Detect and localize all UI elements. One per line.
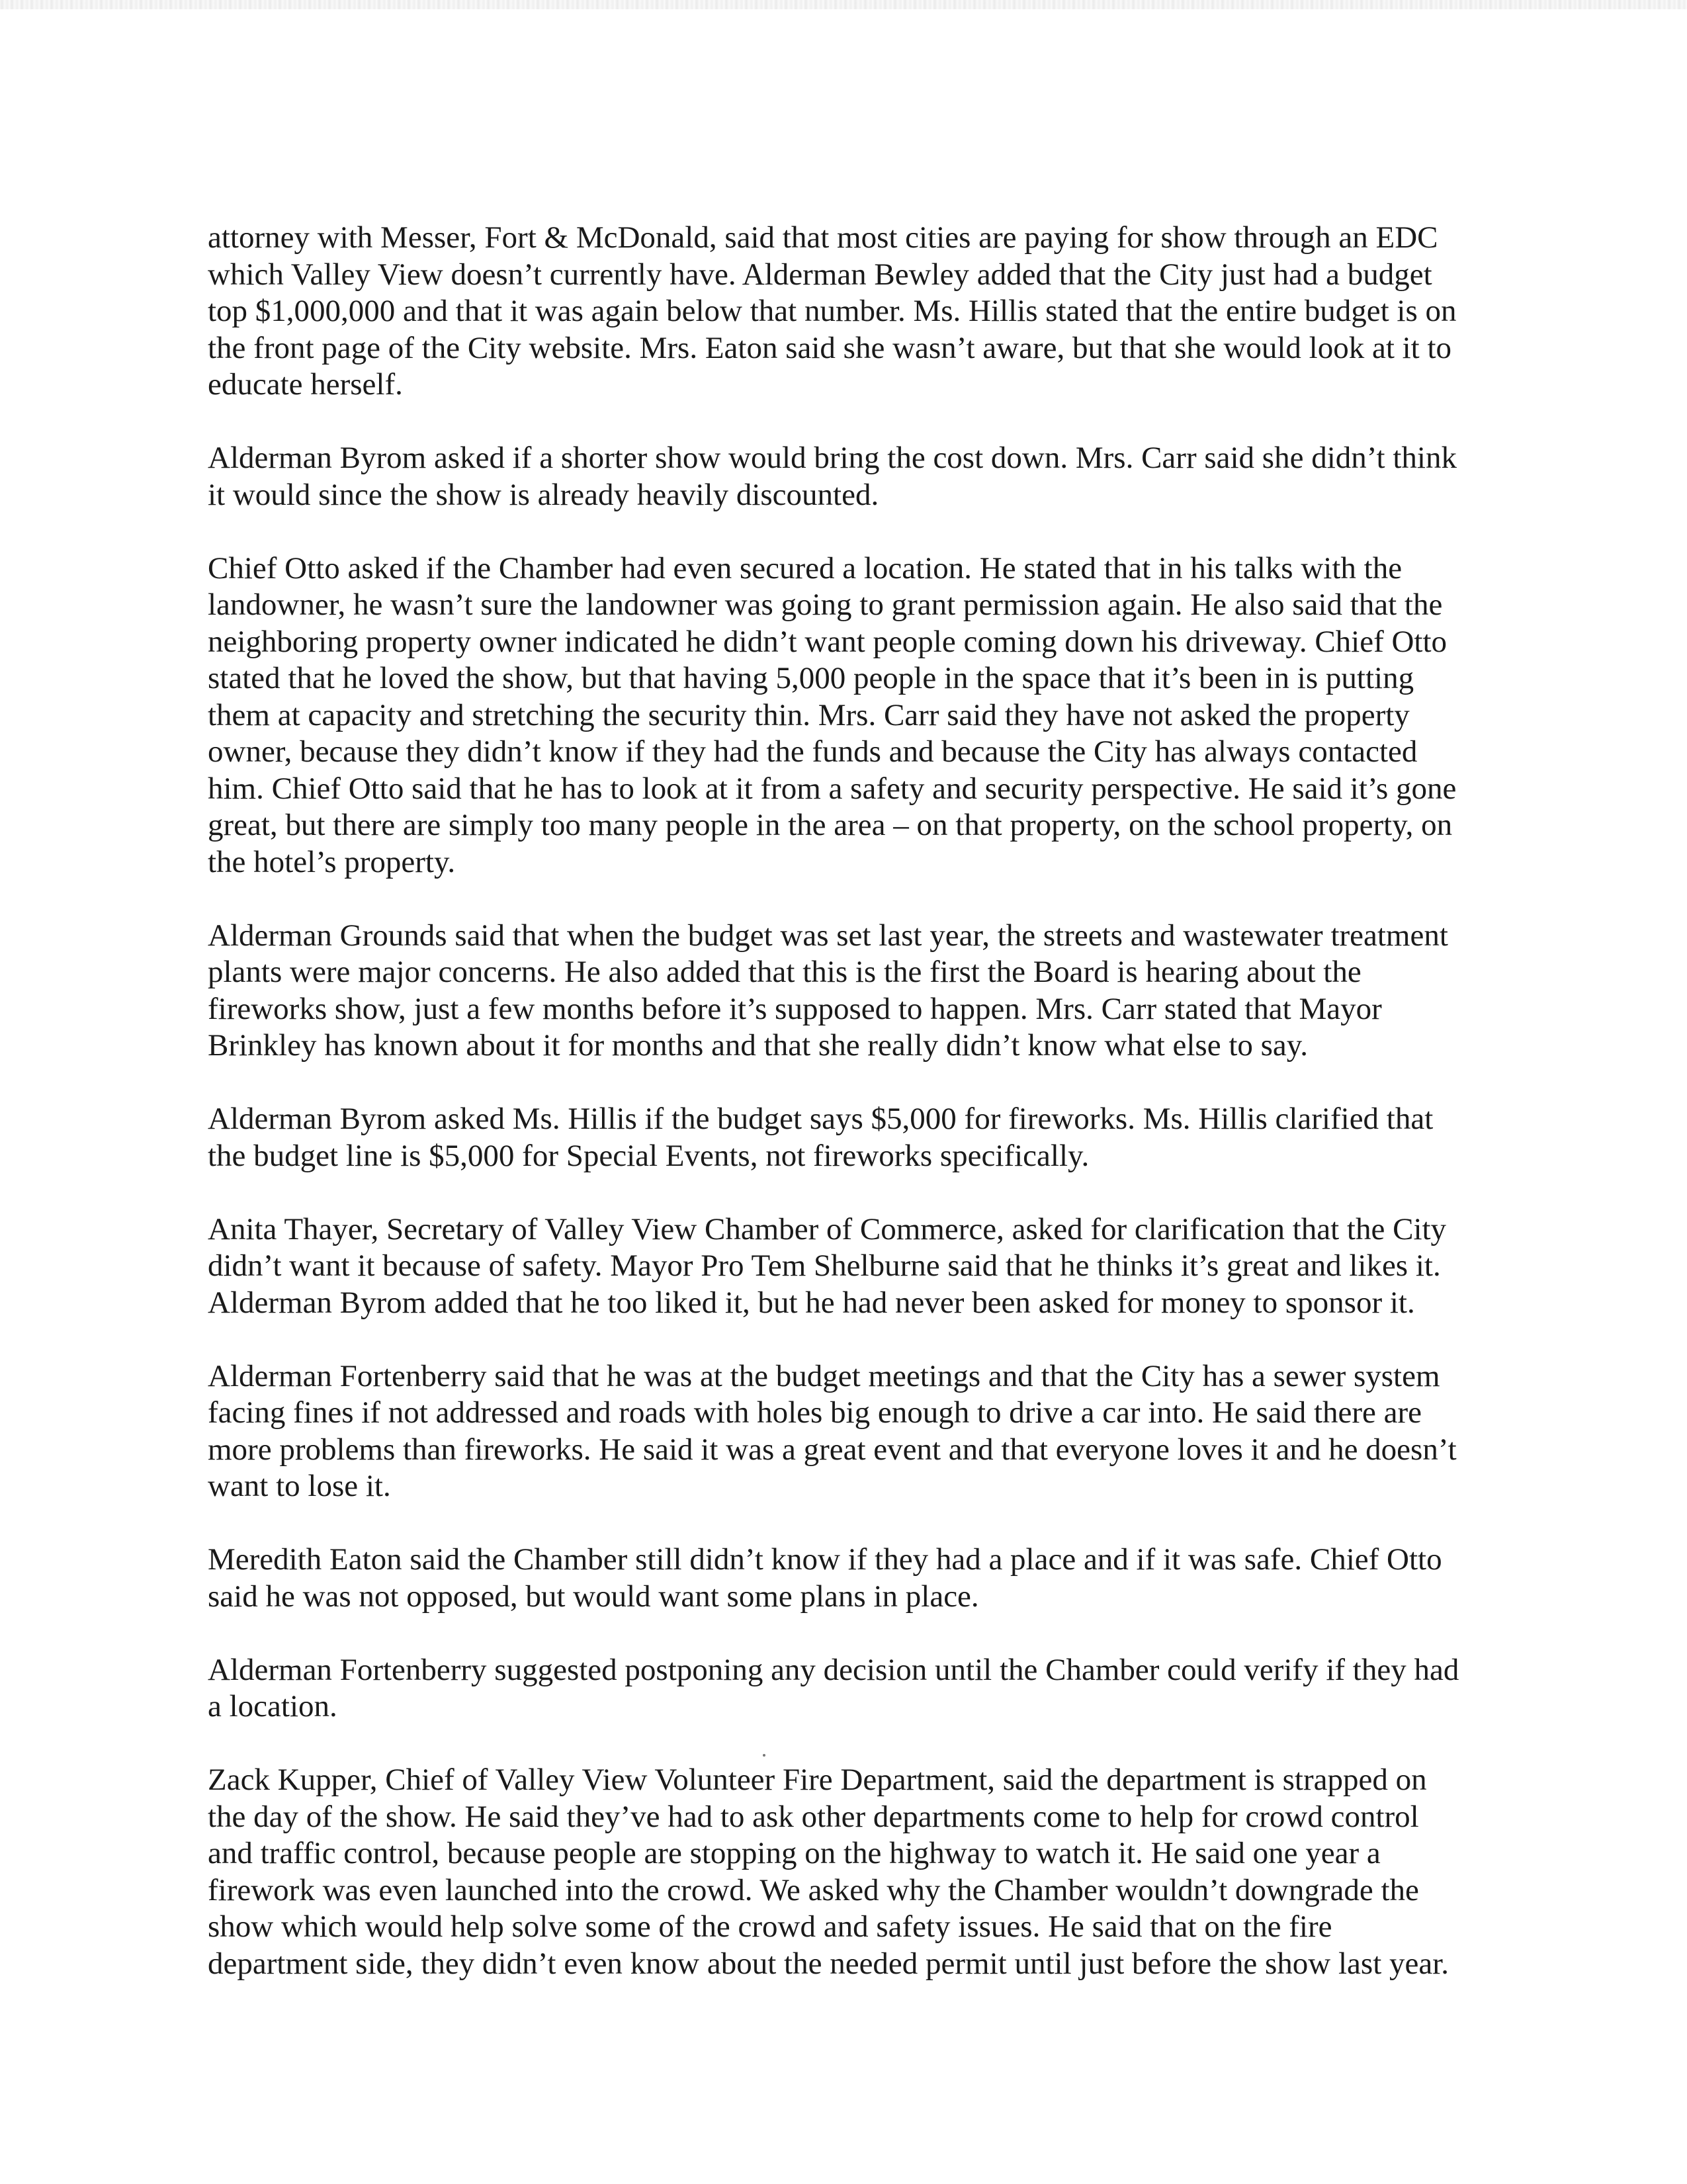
text-line: show which would help solve some of the crowd and safety issues. He said that on the fire [208,1909,1332,1944]
text-line: Meredith Eaton said the Chamber still didn’t know if they had a place and if it was safe. Chief Otto [208,1542,1442,1577]
text-line: firework was even launched into the crowd. We asked why the Chamber wouldn’t downgrade the [208,1872,1419,1907]
text-line: them at capacity and stretching the security thin. Mrs. Carr said they have not asked the property [208,697,1410,732]
text-line: Alderman Byrom asked Ms. Hillis if the budget says $5,000 for fireworks. Ms. Hillis clarified that [208,1102,1434,1136]
paragraph [208,1358,1504,1505]
text-line: Alderman Fortenberry suggested postponing any decision until the Chamber could verify if they had [208,1652,1459,1687]
text-line: the hotel’s property. [208,844,456,879]
text-line: more problems than fireworks. He said it was a great event and that everyone loves it and he doesn’t [208,1432,1457,1467]
text-line: Alderman Fortenberry said that he was at the budget meetings and that the City has a sewer system [208,1358,1440,1393]
text-line: top $1,000,000 and that it was again below that number. Ms. Hillis stated that the entire budget is on [208,294,1457,328]
text-line: facing fines if not addressed and roads with holes big enough to drive a car into. He said there are [208,1395,1422,1430]
paragraph [208,1542,1504,1615]
text-line: great, but there are simply too many people in the area – on that property, on the school property, on [208,808,1453,842]
text-line: him. Chief Otto said that he has to look at it from a safety and security perspective. He said it’s gone [208,771,1457,806]
paragraph [208,1762,1504,1982]
paragraph [208,1211,1504,1322]
paragraph [208,1101,1504,1174]
document-body [208,220,1504,2019]
text-line: it would since the show is already heavily discounted. [208,477,879,512]
text-line: fireworks show, just a few months before it’s supposed to happen. Mrs. Carr stated that Mayor [208,991,1382,1026]
text-line: Chief Otto asked if the Chamber had even secured a location. He stated that in his talks with the [208,550,1403,586]
text-line: department side, they didn’t even know about the needed permit until just before the show last year. [208,1946,1449,1981]
text-line: owner, because they didn’t know if they had the funds and because the City has always contacted [208,734,1418,769]
text-line: the front page of the City website. Mrs. Eaton said she wasn’t aware, but that she would look at it to [208,330,1452,365]
text-line: neighboring property owner indicated he didn’t want people coming down his driveway. Chief Otto [208,624,1448,659]
text-line: Brinkley has known about it for months and that she really didn’t know what else to say. [208,1028,1308,1063]
paragraph [208,1652,1504,1725]
paragraph [208,220,1504,404]
text-line: Anita Thayer, Secretary of Valley View Chamber of Commerce, asked for clarification that the City [208,1211,1447,1246]
text-line: Alderman Byrom asked if a shorter show would bring the cost down. Mrs. Carr said she didn’t think [208,441,1457,475]
text-line: didn’t want it because of safety. Mayor Pro Tem Shelburne said that he thinks it’s great and likes it. [208,1248,1441,1283]
text-line: want to lose it. [208,1469,391,1503]
text-line: attorney with Messer, Fort & McDonald, said that most cities are paying for show through an EDC [208,220,1438,255]
text-line: Zack Kupper, Chief of Valley View Volunteer Fire Department, said the department is strapped on [208,1763,1427,1797]
text-line: educate herself. [208,367,403,402]
text-line: which Valley View doesn’t currently have. Alderman Bewley added that the City just had a budget [208,257,1432,292]
text-line: stated that he loved the show, but that having 5,000 people in the space that it’s been in is putting [208,661,1414,695]
scan-top-edge [0,0,1687,9]
paragraph [208,918,1504,1065]
paragraph [208,440,1504,513]
text-line: Alderman Grounds said that when the budget was set last year, the streets and wastewater treatment [208,918,1448,953]
text-line: plants were major concerns. He also added that this is the first the Board is hearing about the [208,955,1362,989]
text-line: a location. [208,1689,337,1724]
text-line: said he was not opposed, but would want some plans in place. [208,1579,979,1614]
text-line: Alderman Byrom added that he too liked it, but he had never been asked for money to sponsor it. [208,1285,1415,1320]
text-line: and traffic control, because people are stopping on the highway to watch it. He said one year a [208,1836,1381,1870]
text-line: the day of the show. He said they’ve had to ask other departments come to help for crowd control [208,1799,1419,1834]
text-line: landowner, he wasn’t sure the landowner was going to grant permission again. He also said that the [208,588,1443,622]
paragraph [208,550,1504,881]
text-line: the budget line is $5,000 for Special Events, not fireworks specifically. [208,1138,1090,1173]
